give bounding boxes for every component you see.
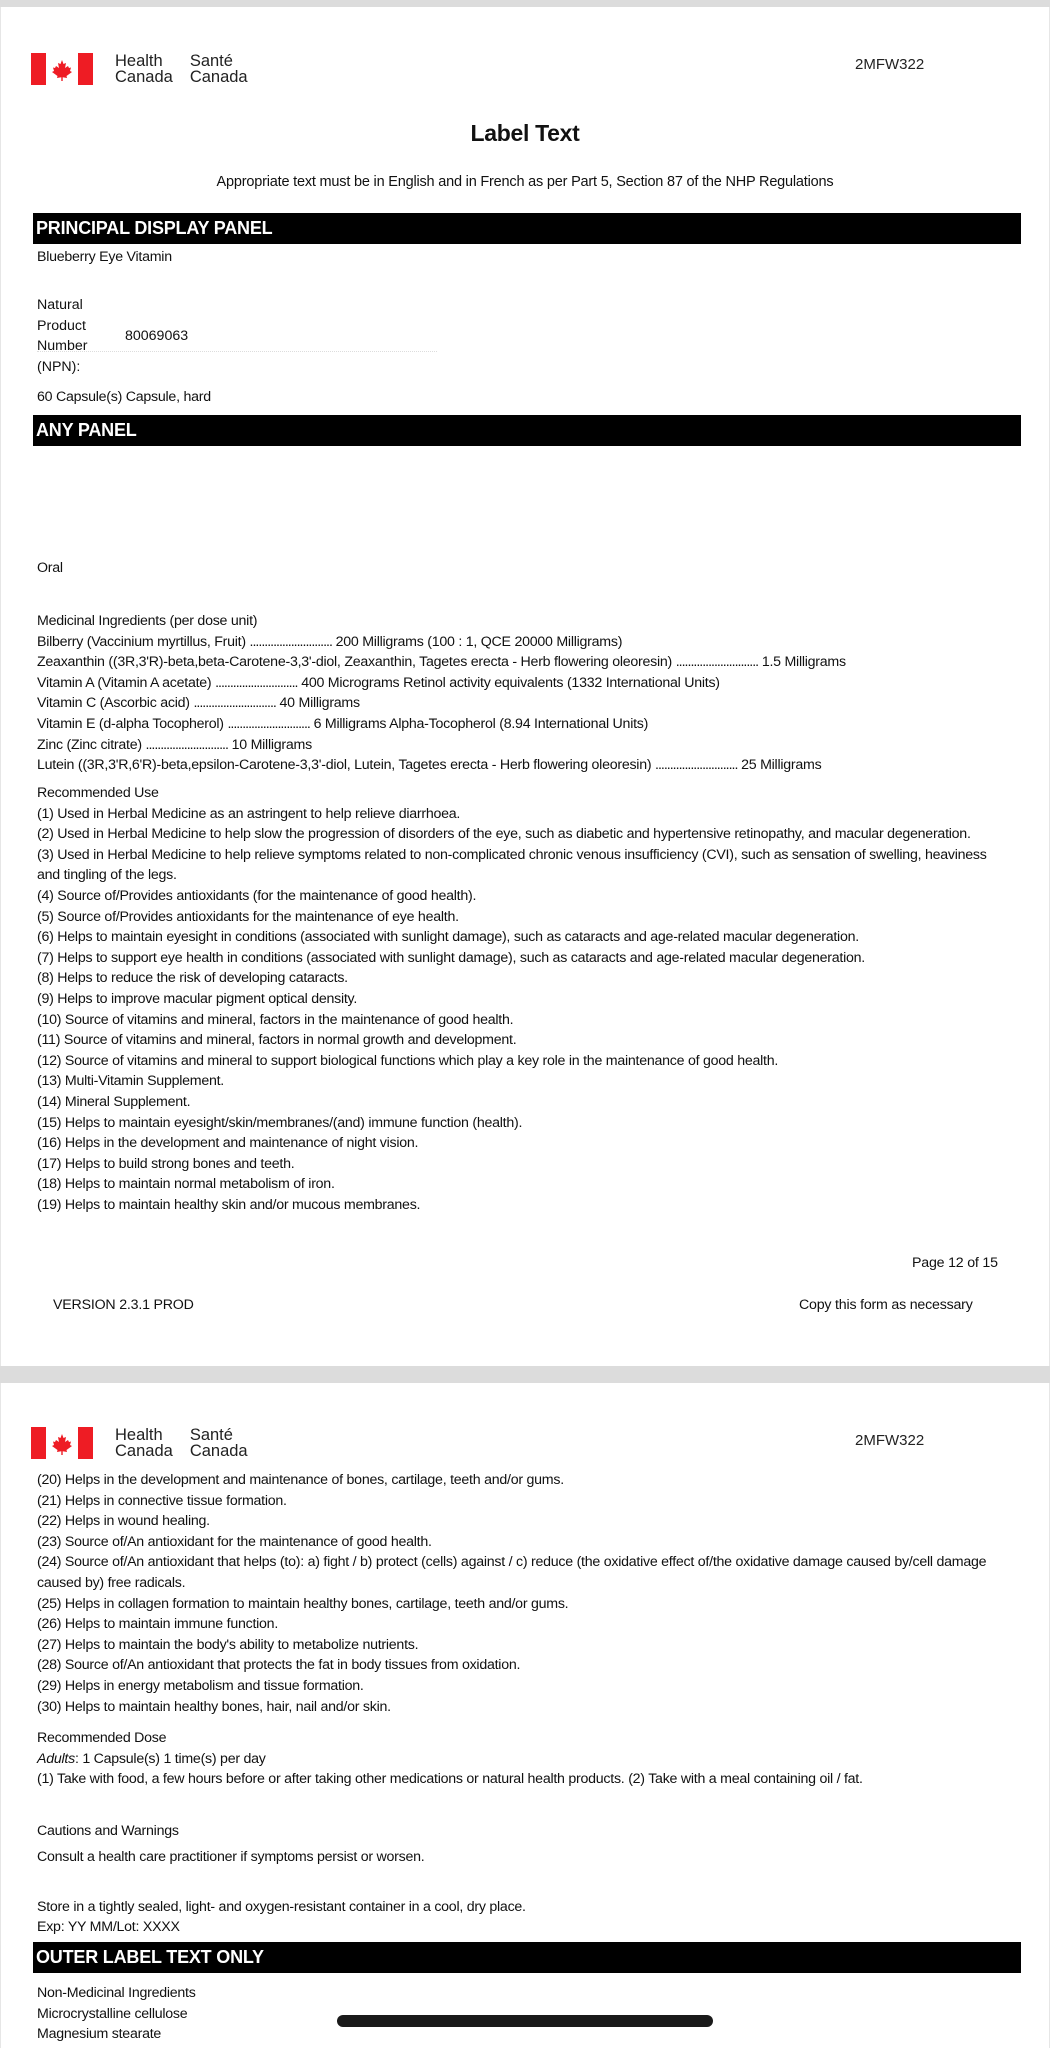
use-claim: (29) Helps in energy metabolism and tissue formation. xyxy=(37,1677,364,1694)
use-claim: (4) Source of/Provides antioxidants (for the maintenance of good health). xyxy=(37,887,477,904)
use-claim: (9) Helps to improve macular pigment optical density. xyxy=(37,990,358,1007)
use-claim: (17) Helps to build strong bones and teeth. xyxy=(37,1155,295,1172)
non-medicinal-ingredients xyxy=(37,1983,196,2045)
use-claim: (14) Mineral Supplement. xyxy=(37,1093,191,1110)
recommended-dose xyxy=(37,1728,1012,1790)
principal-display-panel-heading: PRINCIPAL DISPLAY PANEL xyxy=(33,213,1021,244)
document-page-13 xyxy=(0,1383,1050,2048)
ingredient-row: Vitamin A (Vitamin A acetate) ............................ 400 Micrograms Retinol activity equivalents (1332 International Units) xyxy=(37,674,720,691)
outer-label-heading: OUTER LABEL TEXT ONLY xyxy=(33,1942,1021,1973)
faint-artifact xyxy=(37,351,437,354)
cautions-text: Consult a health care practitioner if symptoms persist or worsen. xyxy=(37,1849,425,1865)
health-canada-logo xyxy=(31,53,265,85)
department-name: Health Canada Santé Canada xyxy=(115,52,248,86)
regulation-note: Appropriate text must be in English and in French as per Part 5, Section 87 of the NHP Regulations xyxy=(216,174,834,190)
use-claim: (1) Used in Herbal Medicine as an astringent to help relieve diarrhoea. xyxy=(37,805,461,822)
dose-line: Adults: 1 Capsule(s) 1 time(s) per day xyxy=(37,1750,266,1767)
use-claim: (20) Helps in the development and maintenance of bones, cartilage, teeth and/or gums. xyxy=(37,1472,564,1488)
use-claim: (12) Source of vitamins and mineral to support biological functions which play a key role in the maintenance of good health. xyxy=(37,1052,779,1069)
page-number: Page 12 of 15 xyxy=(912,1255,998,1271)
medicinal-ingredients-heading: Medicinal Ingredients (per dose unit) xyxy=(37,613,258,629)
storage-conditions: Store in a tightly sealed, light- and oxygen-resistant container in a cool, dry place. xyxy=(37,1899,526,1915)
form-version: VERSION 2.3.1 PROD xyxy=(53,1297,194,1313)
dose-directions: (1) Take with food, a few hours before or after taking other medications or natural health products. (2) Take with a meal containing oil / fat. xyxy=(37,1771,863,1788)
department-name: Health Canada Santé Canada xyxy=(115,1426,248,1460)
use-claim: (27) Helps to maintain the body's ability to metabolize nutrients. xyxy=(37,1636,419,1653)
form-code: 2MFW322 xyxy=(855,1432,925,1449)
use-claim: (19) Helps to maintain healthy skin and/or mucous membranes. xyxy=(37,1196,421,1213)
use-claim: (11) Source of vitamins and mineral, factors in normal growth and development. xyxy=(37,1032,517,1049)
use-claim: (24) Source of/An antioxidant that helps (to): a) fight / b) protect (cells) against / c) reduce (the oxidative effect of/the oxidative damage caused by/cell damage caused by) free radicals. xyxy=(37,1554,987,1591)
any-panel-heading: ANY PANEL xyxy=(33,415,1021,446)
use-claim: (18) Helps to maintain normal metabolism of iron. xyxy=(37,1176,335,1193)
recommended-use-heading: Recommended Use xyxy=(37,785,159,801)
non-medicinal-heading: Non-Medicinal Ingredients xyxy=(37,1985,196,2001)
use-claim: (6) Helps to maintain eyesight in conditions (associated with sunlight damage), such as cataracts and age-related macular degeneration. xyxy=(37,929,859,946)
ingredient-row: Zeaxanthin ((3R,3'R)-beta,beta-Carotene-3,3'-diol, Zeaxanthin, Tagetes erecta - Herb flowering oleoresin) ............................ 1.5 Milligrams xyxy=(37,654,846,671)
use-claim: (25) Helps in collagen formation to maintain healthy bones, cartilage, teeth and/or gums. xyxy=(37,1595,569,1612)
page-title: Label Text xyxy=(470,120,580,146)
document-page-12 xyxy=(0,7,1050,1366)
npn-field xyxy=(37,295,188,377)
use-claim: (10) Source of vitamins and mineral, factors in the maintenance of good health. xyxy=(37,1011,514,1028)
use-claim: (16) Helps in the development and maintenance of night vision. xyxy=(37,1135,419,1152)
use-claim: (5) Source of/Provides antioxidants for the maintenance of eye health. xyxy=(37,908,459,925)
use-claim: (28) Source of/An antioxidant that protects the fat in body tissues from oxidation. xyxy=(37,1657,521,1674)
product-name: Blueberry Eye Vitamin xyxy=(37,249,172,265)
ingredient-row: Zinc (Zinc citrate) ............................ 10 Milligrams xyxy=(37,736,312,753)
exp-lot: Exp: YY MM/Lot: XXXX xyxy=(37,1919,180,1935)
home-indicator[interactable] xyxy=(337,2015,713,2027)
use-claim: (23) Source of/An antioxidant for the maintenance of good health. xyxy=(37,1533,432,1550)
use-claim: (13) Multi-Vitamin Supplement. xyxy=(37,1073,225,1090)
use-claim: (8) Helps to reduce the risk of developing cataracts. xyxy=(37,970,348,987)
recommended-dose-heading: Recommended Dose xyxy=(37,1730,167,1746)
health-canada-logo xyxy=(31,1427,265,1459)
npn-label: Natural Product Number (NPN): xyxy=(37,297,88,375)
ingredient-row: Lutein ((3R,3'R,6'R)-beta,epsilon-Carotene-3,3'-diol, Lutein, Tagetes erecta - Herb flowering oleoresin) ............................ 25 Milligrams xyxy=(37,757,822,774)
use-claim: (22) Helps in wound healing. xyxy=(37,1513,210,1530)
canada-flag-icon xyxy=(31,53,93,85)
use-claim: (7) Helps to support eye health in conditions (associated with sunlight damage), such as cataracts and age-related macular degeneration. xyxy=(37,949,865,966)
form-code: 2MFW322 xyxy=(855,56,925,73)
use-claim: (30) Helps to maintain healthy bones, hair, nail and/or skin. xyxy=(37,1698,391,1715)
use-claim: (21) Helps in connective tissue formation. xyxy=(37,1492,287,1509)
use-claim: (2) Used in Herbal Medicine to help slow the progression of disorders of the eye, such as diabetic and hypertensive retinopathy, and macular degeneration. xyxy=(37,826,971,843)
non-medicinal-item: Magnesium stearate xyxy=(37,2026,162,2043)
use-claim: (26) Helps to maintain immune function. xyxy=(37,1616,279,1633)
route-of-administration: Oral xyxy=(37,560,63,576)
ingredient-row: Bilberry (Vaccinium myrtillus, Fruit) ............................ 200 Milligrams (100 : 1, QCE 20000 Milligrams) xyxy=(37,633,623,650)
medicinal-ingredients xyxy=(37,611,846,776)
ingredient-row: Vitamin E (d-alpha Tocopherol) ............................ 6 Milligrams Alpha-Tocopherol (8.94 International Units) xyxy=(37,715,649,732)
npn-value: 80069063 xyxy=(125,327,189,344)
canada-flag-icon xyxy=(31,1427,93,1459)
use-claim: (3) Used in Herbal Medicine to help relieve symptoms related to non-complicated chronic venous insufficiency (CVI), such as sensation of swelling, heaviness and tingling of the legs. xyxy=(37,846,987,884)
cautions-heading: Cautions and Warnings xyxy=(37,1823,179,1839)
recommended-use xyxy=(37,783,1012,1215)
copy-note: Copy this form as necessary xyxy=(799,1297,973,1313)
recommended-use-continued xyxy=(37,1470,1012,1717)
ingredient-row: Vitamin C (Ascorbic acid) ............................ 40 Milligrams xyxy=(37,695,360,712)
non-medicinal-item: Microcrystalline cellulose xyxy=(37,2005,188,2022)
product-quantity: 60 Capsule(s) Capsule, hard xyxy=(37,389,211,405)
use-claim: (15) Helps to maintain eyesight/skin/membranes/(and) immune function (health). xyxy=(37,1114,523,1131)
